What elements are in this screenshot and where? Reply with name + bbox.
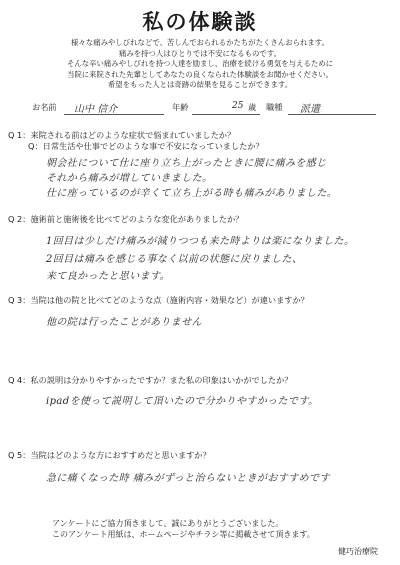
answer-3-line: 他の院は行ったことがありません (46, 317, 202, 328)
age-label: 年齢 (172, 102, 189, 112)
age-unit: 歳 (248, 102, 257, 112)
question-1-sub: Q：日常生活や仕事でどのような事で不安になっていましたか？ (28, 141, 264, 151)
answer-4-line: ipadを使って説明して頂いたので分かりやすかったです。 (46, 396, 319, 407)
footer-note (52, 518, 315, 540)
question-1: Q 1：来院される前はどのような症状で悩まれていましたか？ (8, 130, 236, 140)
footer-line: アンケートにご協力頂きまして、誠にありがとうございました。 (52, 519, 284, 528)
answer-2-line: 2回目は痛みを感じる事なく以前の状態に戻りました、 (46, 254, 303, 265)
intro-text (20, 38, 380, 91)
answer-1-line: それから痛みが増していきました。 (46, 173, 213, 184)
answer-1-line: 朝会社について仕に座り立ち上がったときに腰に痛みを感じ (46, 158, 327, 169)
answer-1-line: 仕に座っているのが辛くて立ち上がる時も痛みがありました。 (46, 188, 338, 199)
respondent-info (32, 102, 382, 116)
age-value: 25 (232, 101, 244, 111)
question-3: Q 3：当院は他の院と比べてどのような点（施術内容・効果など）が違いますか？ (8, 295, 309, 305)
answer-2-line: 来て良かったと思います。 (46, 271, 170, 282)
question-5: Q 5：当院はどのような方におすすめだと思いますか？ (8, 450, 211, 460)
answer-2-line: 1回目は少しだけ痛みが減りつつも来た時よりは楽になりました。 (46, 236, 355, 247)
footer-line: このアンケート用紙は、ホームページやチラシ等に掲載させて頂きます。 (52, 530, 315, 539)
intro-line: 希望をもった人とは奇跡の結果を見ることができます。 (107, 80, 293, 90)
question-2: Q 2：施術前と施術後を比べてどのような変化がありましたか？ (8, 214, 244, 224)
page-title: 私の体験談 (142, 10, 258, 34)
intro-line: 痛みを持つ人はひとりでは不安になるものです。 (118, 48, 281, 58)
question-4: Q 4：私の説明は分かりやすかったですか？また私の印象はいかがでしたか？ (8, 375, 293, 385)
name-value: 山中 信介 (74, 104, 118, 115)
intro-line: 様々な痛みやしびれなどで、苦しんでおられるかたちがたくさんおられます。 (71, 38, 329, 47)
intro-line: そんな辛い痛みやしびれを持つ人達を励まし、治療を続ける勇気を与えるために (66, 59, 334, 69)
job-value: 派遣 (300, 104, 320, 115)
clinic-name: 健巧治療院 (338, 547, 378, 556)
name-label: お名前 (32, 102, 57, 112)
answer-5-line: 急に痛くなった時 痛みがずっと治らないときがおすすめです (46, 473, 330, 484)
age-underline (192, 114, 260, 115)
job-label: 職種 (266, 102, 283, 112)
intro-line: 当院に来院された先輩としてあなたの良くなられた体験談をお聞かせください。 (66, 69, 334, 79)
